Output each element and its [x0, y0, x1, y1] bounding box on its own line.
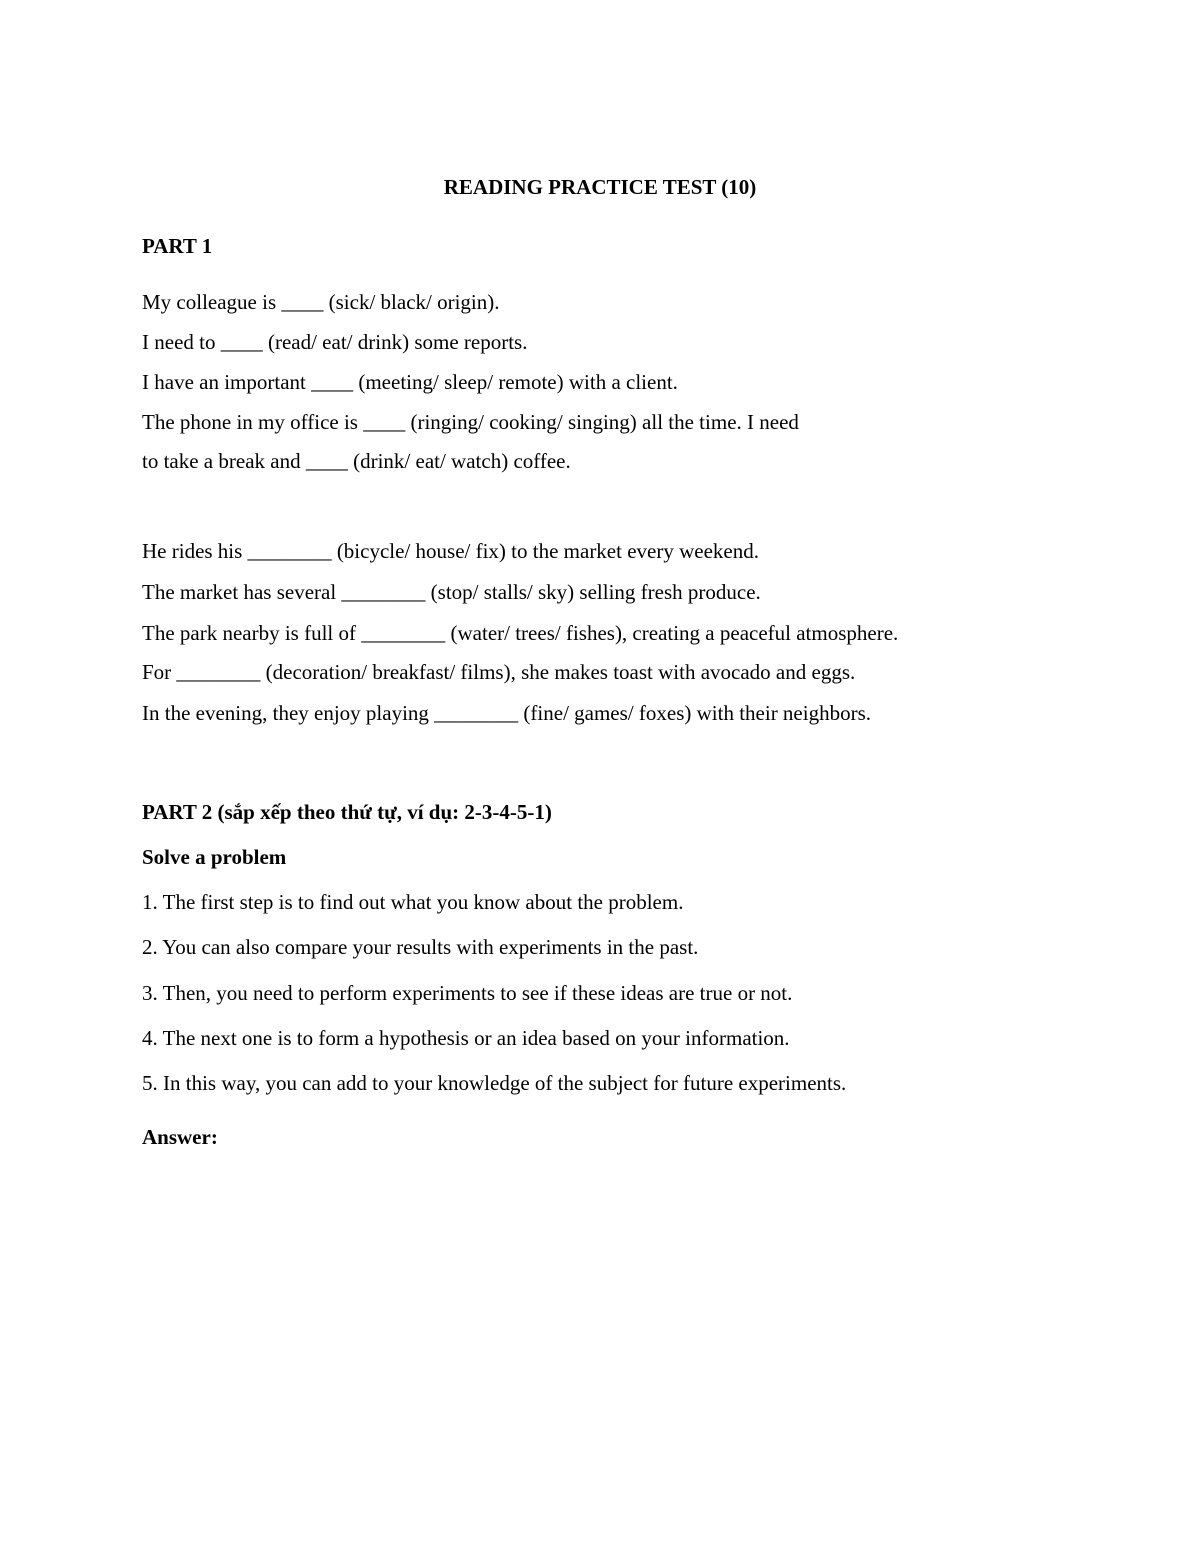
part1-sentence: to take a break and ____ (drink/ eat/ watch) coffee. — [142, 449, 571, 473]
part1-sentence: He rides his ________ (bicycle/ house/ fix) to the market every weekend. — [142, 539, 759, 563]
part2-item: 3. Then, you need to perform experiments to see if these ideas are true or not. — [142, 981, 793, 1005]
part1-sentence: In the evening, they enjoy playing ________ (fine/ games/ foxes) with their neighbors. — [142, 701, 872, 725]
part1-heading: PART 1 — [142, 234, 213, 258]
part2-item: 1. The first step is to find out what you know about the problem. — [142, 890, 684, 914]
part1-sentence: I have an important ____ (meeting/ sleep/ remote) with a client. — [142, 370, 678, 394]
part1-sentence: The market has several ________ (stop/ stalls/ sky) selling fresh produce. — [142, 580, 761, 604]
part2-heading: PART 2 (sắp xếp theo thứ tự, ví dụ: 2-3-4-5-1) — [142, 800, 552, 824]
part2-item: 2. You can also compare your results with experiments in the past. — [142, 935, 699, 959]
part2-subheading: Solve a problem — [142, 845, 287, 869]
answer-label: Answer: — [142, 1125, 218, 1149]
part1-sentence: My colleague is ____ (sick/ black/ origin). — [142, 290, 500, 314]
part1-sentence: The phone in my office is ____ (ringing/ cooking/ singing) all the time. I need — [142, 410, 799, 434]
part2-item: 4. The next one is to form a hypothesis or an idea based on your information. — [142, 1026, 790, 1050]
part2-item: 5. In this way, you can add to your knowledge of the subject for future experiments. — [142, 1071, 847, 1095]
document-title: READING PRACTICE TEST (10) — [443, 175, 757, 199]
part1-sentence: The park nearby is full of ________ (water/ trees/ fishes), creating a peaceful atmosphere. — [142, 621, 899, 645]
part1-sentence: For ________ (decoration/ breakfast/ films), she makes toast with avocado and eggs. — [142, 660, 856, 684]
part1-sentence: I need to ____ (read/ eat/ drink) some reports. — [142, 330, 528, 354]
